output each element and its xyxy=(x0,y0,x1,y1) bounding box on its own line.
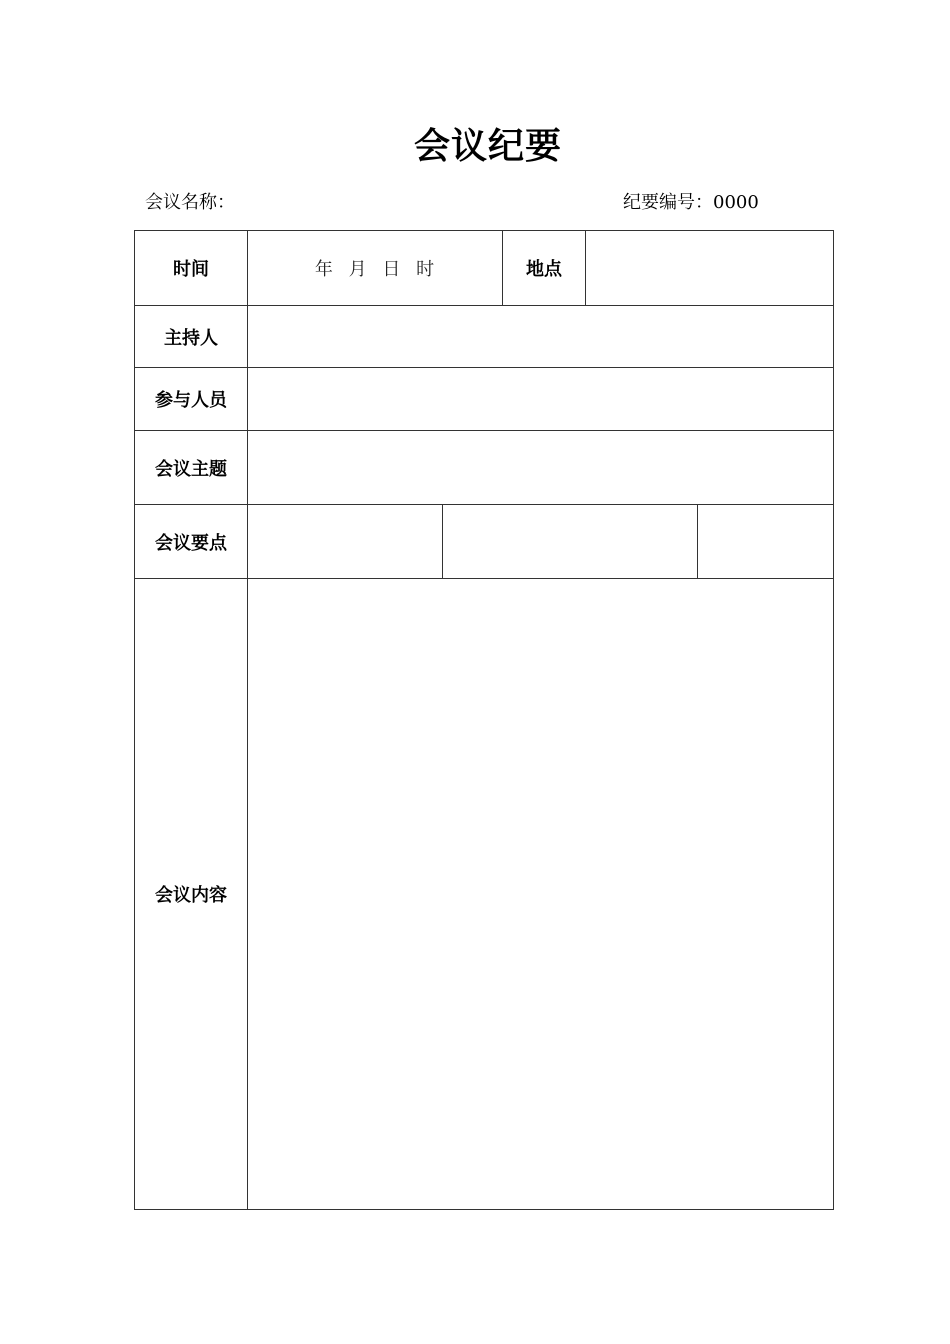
participants-field[interactable] xyxy=(248,368,834,431)
date-field[interactable]: 年 月 日 时 xyxy=(248,231,503,306)
time-label: 时间 xyxy=(135,231,248,306)
content-field[interactable] xyxy=(248,579,834,1210)
host-field[interactable] xyxy=(248,306,834,368)
content-label: 会议内容 xyxy=(135,579,248,1210)
key-point-field-3[interactable] xyxy=(698,505,834,579)
minutes-number-label: 纪要编号：0000 xyxy=(623,192,759,213)
participants-label: 参与人员 xyxy=(135,368,248,431)
minutes-table xyxy=(134,230,834,1210)
host-label: 主持人 xyxy=(135,306,248,368)
table-row-topic xyxy=(135,431,834,505)
location-label: 地点 xyxy=(503,231,586,306)
table-row-content xyxy=(135,579,834,1210)
table-row-participants xyxy=(135,368,834,431)
table-row-key-points xyxy=(135,505,834,579)
key-points-label: 会议要点 xyxy=(135,505,248,579)
key-point-field-1[interactable] xyxy=(248,505,443,579)
key-point-field-2[interactable] xyxy=(443,505,698,579)
topic-field[interactable] xyxy=(248,431,834,505)
table-row-host xyxy=(135,306,834,368)
page-title: 会议纪要 xyxy=(413,125,562,167)
location-field[interactable] xyxy=(586,231,834,306)
meeting-name-label: 会议名称： xyxy=(145,192,235,213)
topic-label: 会议主题 xyxy=(135,431,248,505)
table-row-time xyxy=(135,231,834,306)
